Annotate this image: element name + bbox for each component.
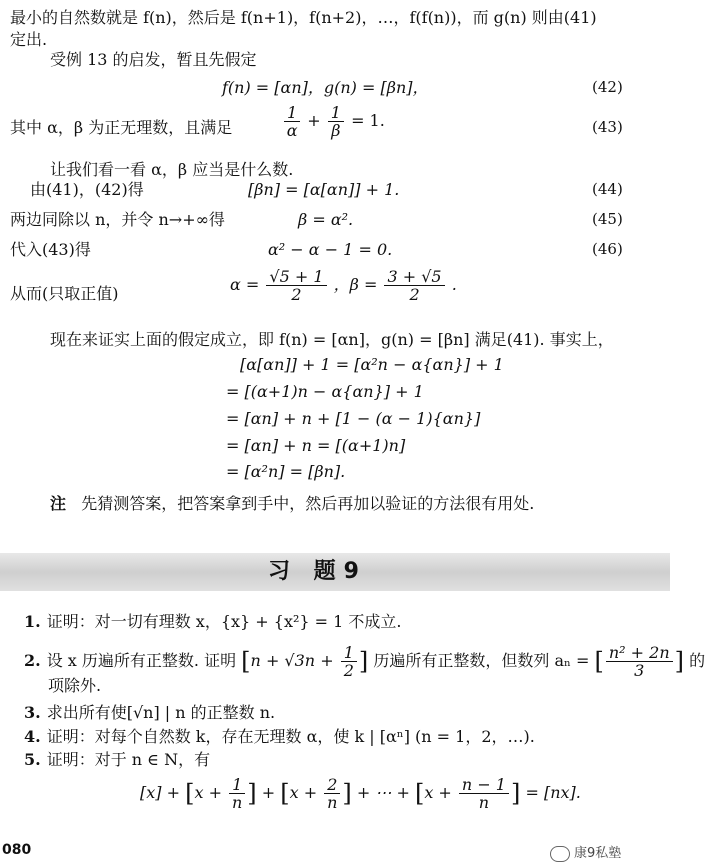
- proof-line-2: = [(α+1)n − α{αn}] + 1: [226, 382, 424, 401]
- equation-46-number: (46): [592, 240, 623, 258]
- beta-fraction: $\frac{3 + √5}{2}$: [384, 268, 444, 303]
- exercise-5: 5. 证明：对于 n ∈ N，有: [24, 750, 211, 769]
- watermark: 康9私塾: [550, 842, 621, 862]
- alpha-beta-values: α = $\frac{√5 + 1}{2}$ ，β = $\frac{3 + √5}{2}$ .: [230, 267, 457, 304]
- exercise-2-continued: 项除外.: [48, 676, 102, 695]
- note: [50, 494, 534, 514]
- note-text: 先猜测答案，把答案拿到手中，然后再加以验证的方法很有用处.: [81, 494, 535, 513]
- intro-line-1: 最小的自然数就是 f(n)，然后是 f(n+1)，f(n+2)，…，f(f(n))，而 g(n) 则由(41): [10, 8, 597, 27]
- exercise-5-identity: [x] + [x + $\frac{1}{n}$ ] + [x + $\frac{2}{n}$ ] + ⋯ + [x + $\frac{n - 1}{n}$ ] = [nx].: [140, 775, 581, 812]
- page-number: 080: [2, 842, 32, 858]
- equation-45: β = α².: [298, 210, 354, 229]
- wechat-icon: [550, 846, 570, 862]
- proof-line-4: = [αn] + n = [(α+1)n]: [226, 436, 406, 455]
- equation-46: α² − α − 1 = 0.: [268, 240, 393, 259]
- intro-line-2: 定出.: [10, 30, 48, 49]
- equation-43-prefix: 其中 α，β 为正无理数，且满足: [10, 118, 233, 137]
- equation-46-prefix: 代入(43)得: [10, 240, 91, 259]
- proof-line-5: = [α²n] = [βn].: [226, 462, 346, 481]
- equation-47-prefix: 从而(只取正值): [10, 284, 119, 303]
- exercise-2: 2. 设 x 历遍所有正整数. 证明 [n + √3n + $\frac{1}{2}$ ] 历遍所有正整数，但数列 aₙ = [ $\frac{\text{n² + 2n}}{3}$ ] 的: [24, 643, 705, 680]
- equation-44: [βn] = [α[αn]] + 1.: [248, 180, 400, 199]
- fraction-1-over-beta: $\frac{1}{\beta}$: [328, 104, 344, 139]
- equation-43: $\frac{1}{\alpha}$ + $\frac{1}{\beta}$ = 1.: [282, 104, 385, 139]
- proof-intro: 现在来证实上面的假定成立，即 f(n) = [αn]，g(n) = [βn] 满足(41). 事实上，: [50, 330, 614, 349]
- equation-44-prefix: 由(41)，(42)得: [30, 180, 144, 199]
- half-fraction: $\frac{1}{2}$: [341, 644, 357, 679]
- equation-45-prefix: 两边同除以 n，并令 n→+∞得: [10, 210, 225, 229]
- equation-44-number: (44): [592, 180, 623, 198]
- intro-line-3: 受例 13 的启发，暂且先假定: [50, 50, 257, 69]
- exercise-1: 1. 证明：对一切有理数 x，{x} + {x²} = 1 不成立.: [24, 612, 402, 631]
- exercise-3: 3. 求出所有使[√n] | n 的正整数 n.: [24, 703, 276, 722]
- equation-42-number: (42): [592, 78, 623, 96]
- equation-43-number: (43): [592, 118, 623, 136]
- proof-line-3: = [αn] + n + [1 − (α − 1){αn}]: [226, 409, 481, 428]
- an-fraction: $\frac{\text{n² + 2n}}{3}$: [606, 644, 673, 679]
- fraction-1-over-alpha: $\frac{1}{\alpha}$: [284, 104, 300, 139]
- equation-45-number: (45): [592, 210, 623, 228]
- exercise-4: 4. 证明：对每个自然数 k，存在无理数 α，使 k | [αⁿ] (n = 1，2，…).: [24, 727, 535, 746]
- proof-line-1: [α[αn]] + 1 = [α²n − α{αn}] + 1: [240, 355, 504, 374]
- section-title: 习 题9: [268, 559, 367, 584]
- alpha-fraction: $\frac{√5 + 1}{2}$: [266, 268, 326, 303]
- note-label: 注: [50, 494, 67, 513]
- equation-42: f(n) = [αn]，g(n) = [βn]，: [222, 78, 429, 97]
- look-line: 让我们看一看 α，β 应当是什么数.: [50, 160, 294, 179]
